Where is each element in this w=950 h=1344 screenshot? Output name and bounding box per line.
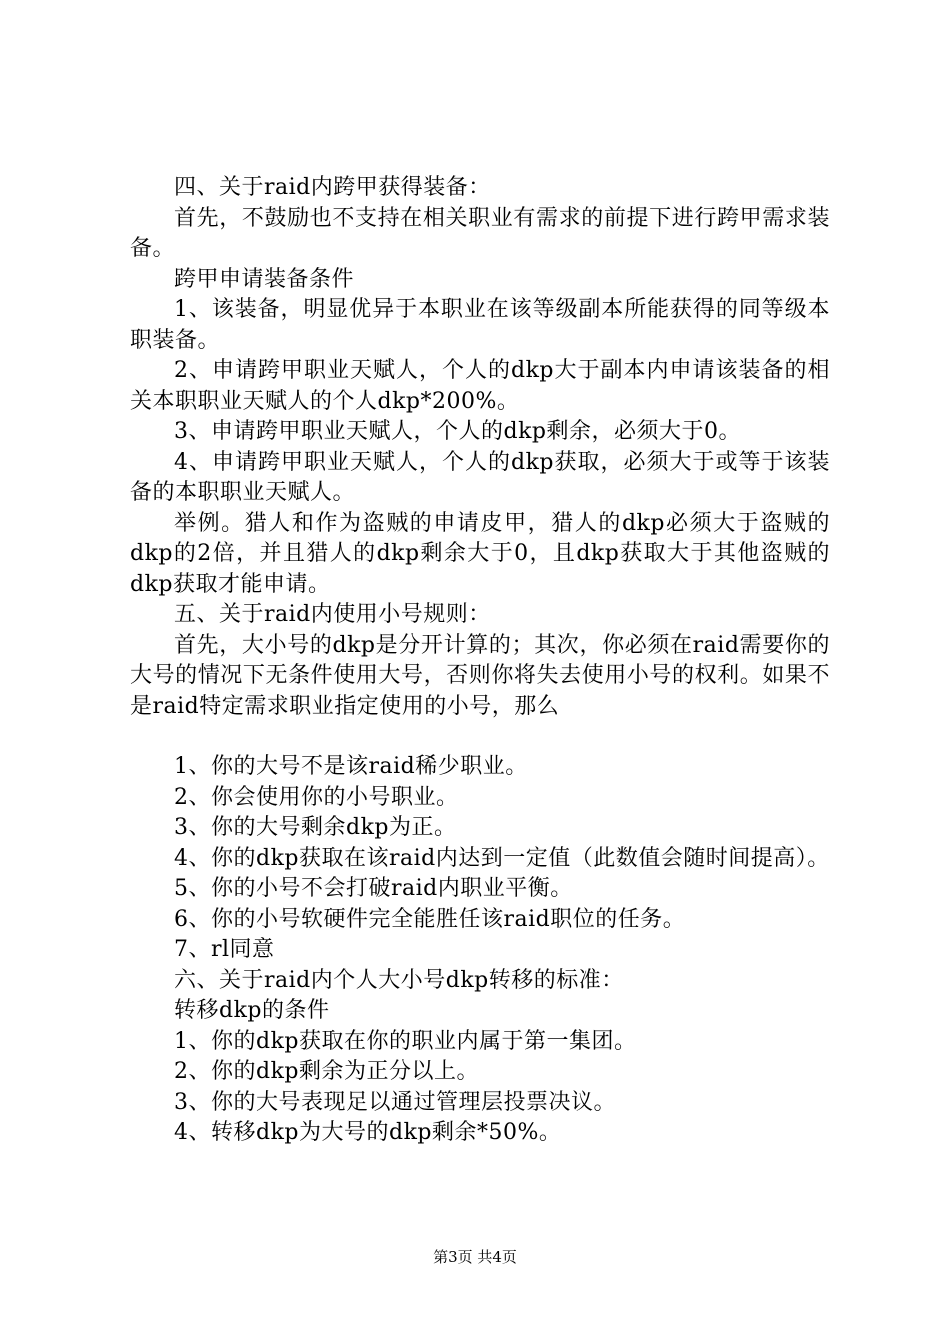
paragraph: 首先，不鼓励也不支持在相关职业有需求的前提下进行跨甲需求装备。	[130, 205, 830, 261]
list-item: 4、转移dkp为大号的dkp剩余*50%。	[174, 1120, 562, 1145]
section-heading-6: 六、关于raid内个人大小号dkp转移的标准：	[174, 967, 624, 993]
paragraph: 举例。猎人和作为盗贼的申请皮甲，猎人的dkp必须大于盗贼的dkp的2倍，并且猎人的dkp剩余大于0，且dkp获取大于其他盗贼的dkp获取才能申请。	[130, 510, 830, 597]
list-item: 7、rl同意	[174, 937, 275, 962]
subheading: 跨甲申请装备条件	[174, 266, 355, 292]
list-item: 2、你会使用你的小号职业。	[174, 784, 459, 810]
section-heading-4: 四、关于raid内跨甲获得装备：	[174, 175, 491, 200]
list-item: 4、申请跨甲职业天赋人，个人的dkp获取，必须大于或等于该装备的本职职业天赋人。	[130, 449, 830, 505]
list-item: 3、申请跨甲职业天赋人，个人的dkp剩余，必须大于0。	[174, 419, 741, 444]
list-item: 5、你的小号不会打破raid内职业平衡。	[174, 876, 573, 901]
subheading: 转移dkp的条件	[174, 998, 330, 1023]
list-item: 3、你的大号表现足以通过管理层投票决议。	[174, 1089, 616, 1115]
list-item: 3、你的大号剩余dkp为正。	[174, 815, 457, 840]
list-item: 6、你的小号软硬件完全能胜任该raid职位的任务。	[174, 906, 686, 932]
document-body	[130, 173, 830, 1149]
list-item: 2、申请跨甲职业天赋人，个人的dkp大于副本内申请该装备的相关本职职业天赋人的个人dkp*200%。	[130, 358, 830, 414]
list-item: 1、你的大号不是该raid稀少职业。	[174, 754, 528, 779]
list-item: 1、该装备，明显优异于本职业在该等级副本所能获得的同等级本职装备。	[130, 297, 830, 353]
list-item: 4、你的dkp获取在该raid内达到一定值（此数值会随时间提高）。	[174, 845, 830, 871]
list-item: 2、你的dkp剩余为正分以上。	[174, 1059, 479, 1084]
page-footer: 第3页 共4页	[433, 1248, 517, 1266]
list-item: 1、你的dkp获取在你的职业内属于第一集团。	[174, 1028, 637, 1054]
paragraph: 首先，大小号的dkp是分开计算的；其次，你必须在raid需要你的大号的情况下无条件使用大号，否则你将失去使用小号的权利。如果不是raid特定需求职业指定使用的小号，那么	[130, 632, 830, 719]
section-heading-5: 五、关于raid内使用小号规则：	[174, 602, 491, 627]
